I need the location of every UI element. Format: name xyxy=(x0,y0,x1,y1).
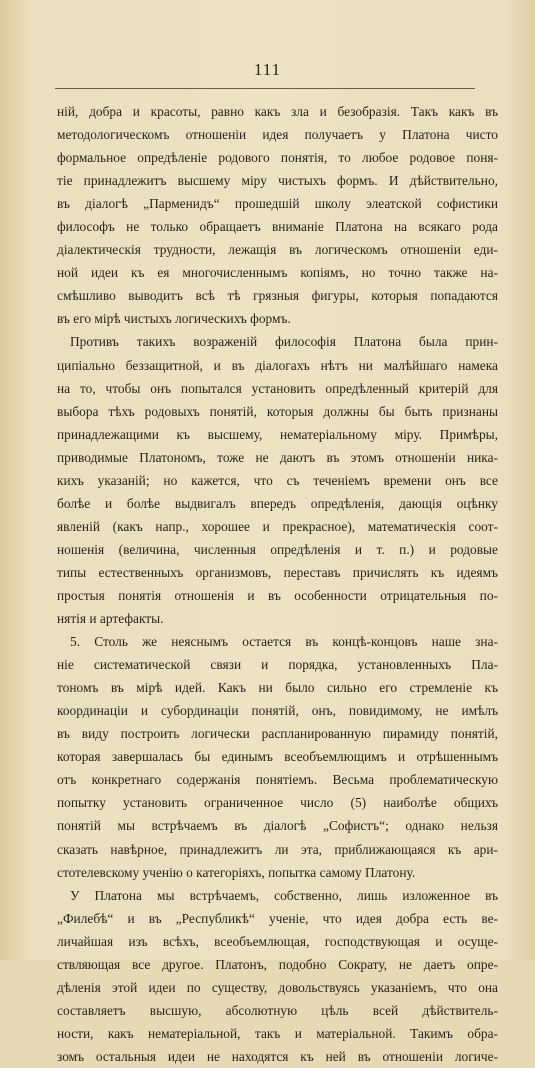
text-line: принадлежащими къ высшему, нематеріальному міру. Примѣры, xyxy=(57,426,498,442)
text-line: простыя понятія отношенія и въ особенности отрицательныя по- xyxy=(57,587,498,603)
text-line: въ его мірѣ чистыхъ логическихъ формъ. xyxy=(57,311,291,327)
text-line: „Филебѣ“ и въ „Республикѣ“ ученіе, что идея добра есть ве- xyxy=(57,910,498,926)
text-line: зомъ остальныя идеи не находятся къ ней въ отношеніи логиче- xyxy=(57,1048,498,1064)
text-line: ніе систематической связи и порядка, установленныхъ Пла- xyxy=(57,657,498,673)
text-line: сказать навѣрное, принадлежитъ ли эта, приближающаяся къ ари- xyxy=(57,841,498,857)
text-line: тономъ въ мірѣ идей. Какъ ни было сильно его стремленіе къ xyxy=(57,680,498,696)
text-line: 5. Столь же неяснымъ остается въ концѣ-концовъ наше зна- xyxy=(70,634,498,650)
text-line: явленій (какъ напр., хорошее и прекрасное), математическія соот- xyxy=(57,518,498,534)
text-line: болѣе и болѣе выдвигалъ впередъ опредѣленія, дающія оцѣнку xyxy=(57,495,498,511)
text-line: формальное опредѣленіе родового понятія, то любое родовое поня- xyxy=(57,150,498,166)
text-line: діалектическія трудности, лежащія въ логическомъ отношеніи еди- xyxy=(57,242,498,258)
text-line: кихъ указаній; но кажется, что съ теченіемъ времени онъ все xyxy=(57,472,498,488)
text-line: методологическомъ отношеніи идея получаетъ у Платона чисто xyxy=(57,127,498,143)
text-line: ствляющая все другое. Платонъ, подобно Сократу, не даетъ опре- xyxy=(57,956,498,972)
text-line: ношенія (величина, численныя опредѣленія и т. п.) и родовые xyxy=(57,541,498,557)
text-line: составляетъ высшую, абсолютную цѣль всей дѣйствитель- xyxy=(57,1002,498,1018)
text-line: отъ конкретнаго содержанія понятіемъ. Весьма проблематическую xyxy=(57,772,498,788)
body-text xyxy=(57,100,498,1068)
header-rule xyxy=(55,88,475,89)
text-line: ной идеи къ ея многочисленнымъ копіямъ, но точно также на- xyxy=(57,265,498,281)
text-line: координаціи и субординаціи понятій, онъ, повидимому, не имѣлъ xyxy=(57,703,498,719)
text-line: тіе принадлежитъ высшему міру чистыхъ формъ. И дѣйствительно, xyxy=(57,173,498,189)
text-line: попытку установить ограниченное число (5) наиболѣе общихъ xyxy=(57,795,498,811)
text-line: типы естественныхъ организмовъ, переставъ причислять къ идеямъ xyxy=(57,564,498,580)
text-line: ципіально беззащитной, и въ діалогахъ нѣтъ ни малѣйшаго намека xyxy=(57,357,498,373)
text-line: въ діалогѣ „Парменидъ“ прошедшій школу элеатской софистики xyxy=(57,196,498,212)
text-line: приводимые Платономъ, тоже не даютъ въ этомъ отношеніи ника- xyxy=(57,449,498,465)
text-line: философъ не только обращаетъ вниманіе Платона на всякаго рода xyxy=(57,219,498,235)
page-number: 111 xyxy=(253,60,282,79)
text-line: которая завершалась бы единымъ всеобъемлющимъ и отрѣшеннымъ xyxy=(57,749,498,765)
text-line: выбора тѣхъ родовыхъ понятій, которыя должны бы быть признаны xyxy=(57,403,498,419)
text-line: въ виду построить логически распланированную пирамиду понятій, xyxy=(57,726,498,742)
text-line: личайшая изъ всѣхъ, всеобъемлющая, господствующая и осуще- xyxy=(57,933,498,949)
text-line: стотелевскому ученію о категоріяхъ, попытка самому Платону. xyxy=(57,864,416,880)
text-line: ности, какъ нематеріальной, такъ и матеріальной. Такимъ обра- xyxy=(57,1025,498,1041)
text-line: на то, чтобы онъ попытался установить опредѣленный критерій для xyxy=(57,380,498,396)
text-line: ній, добра и красоты, равно какъ зла и безобразія. Такъ какъ въ xyxy=(57,104,498,119)
text-line: нятія и артефакты. xyxy=(57,611,164,627)
text-line: Противъ такихъ возраженій философія Платона была прин- xyxy=(70,334,498,350)
text-line: смѣшливо выводитъ всѣ тѣ грязныя фигуры, которыя попадаются xyxy=(57,288,498,304)
text-line: У Платона мы встрѣчаемъ, собственно, лишь изложенное въ xyxy=(70,887,498,903)
text-line: понятій мы встрѣчаемъ въ діалогѣ „Софистъ“; однако нельзя xyxy=(57,818,498,834)
text-line: дѣленія этой идеи по существу, довольствуясь указаніемъ, что она xyxy=(57,979,498,995)
